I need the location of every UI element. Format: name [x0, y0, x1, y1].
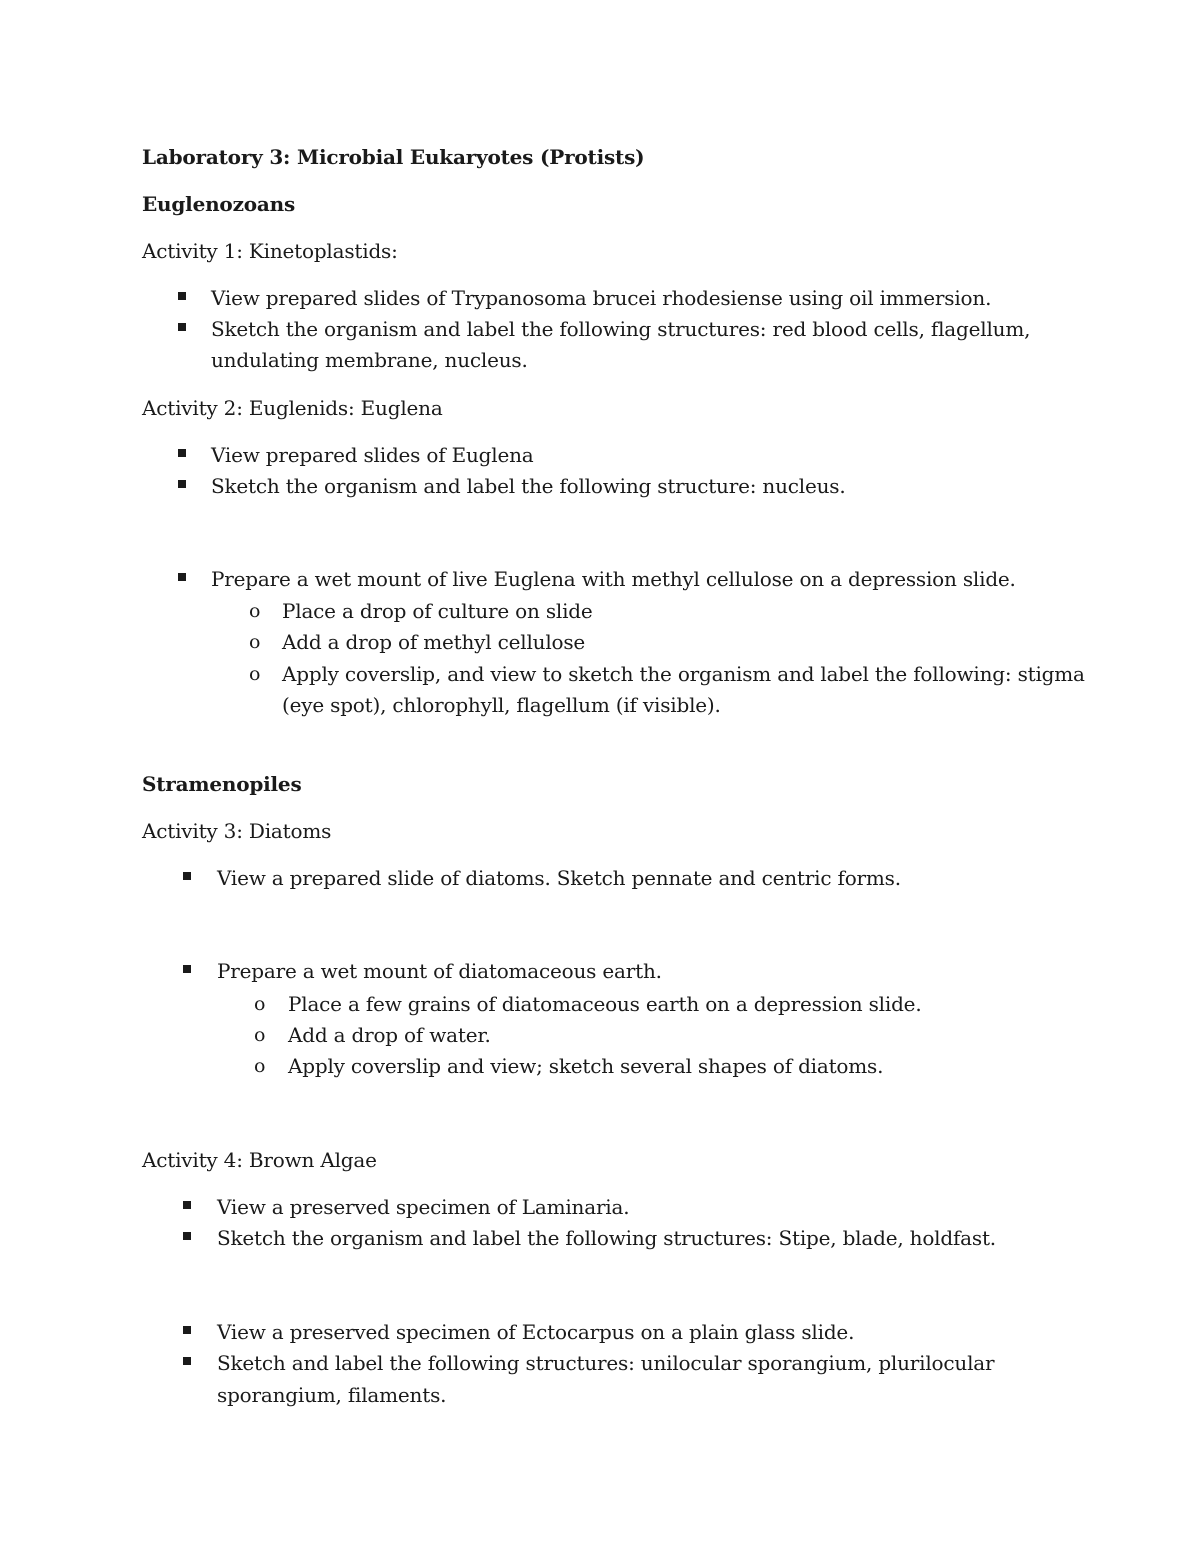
list-item: View a prepared slide of diatoms. Sketch pennate and centric forms. — [217, 866, 901, 890]
bullet-marker — [183, 1326, 191, 1334]
list-item: Prepare a wet mount of diatomaceous earth. — [217, 959, 662, 983]
list-item: Sketch the organism and label the following structures: Stipe, blade, holdfast. — [217, 1226, 996, 1250]
page-title: Laboratory 3: Microbial Eukaryotes (Protists) — [142, 145, 645, 169]
bullet-marker — [178, 480, 186, 488]
list-item: View a preserved specimen of Laminaria. — [217, 1195, 630, 1219]
activity-3-title: Activity 3: Diatoms — [142, 819, 332, 843]
list-item: Sketch the organism and label the following structure: nucleus. — [211, 474, 846, 498]
activity-2-title: Activity 2: Euglenids: Euglena — [142, 396, 443, 420]
sub-bullet-marker: o — [254, 1024, 266, 1046]
sub-list-item: Place a drop of culture on slide — [282, 599, 593, 623]
sub-list-item-continuation: (eye spot), chlorophyll, flagellum (if visible). — [282, 693, 721, 717]
list-item-continuation: sporangium, filaments. — [217, 1383, 447, 1407]
bullet-marker — [183, 872, 191, 880]
sub-bullet-marker: o — [254, 1055, 266, 1077]
bullet-marker — [183, 1232, 191, 1240]
sub-bullet-marker: o — [249, 663, 261, 685]
list-item: Prepare a wet mount of live Euglena with methyl cellulose on a depression slide. — [211, 567, 1016, 591]
list-item-continuation: undulating membrane, nucleus. — [211, 348, 528, 372]
list-item: View prepared slides of Trypanosoma brucei rhodesiense using oil immersion. — [211, 286, 992, 310]
bullet-marker — [178, 323, 186, 331]
sub-list-item: Add a drop of water. — [288, 1023, 491, 1047]
section-heading-stramenopiles: Stramenopiles — [142, 772, 302, 796]
activity-4-title: Activity 4: Brown Algae — [142, 1148, 377, 1172]
bullet-marker — [183, 1201, 191, 1209]
sub-list-item: Apply coverslip and view; sketch several shapes of diatoms. — [288, 1054, 884, 1078]
list-item: Sketch and label the following structures: unilocular sporangium, plurilocular — [217, 1351, 995, 1375]
bullet-marker — [183, 965, 191, 973]
section-heading-euglenozoans: Euglenozoans — [142, 192, 296, 216]
activity-1-title: Activity 1: Kinetoplastids: — [142, 239, 398, 263]
list-item: View a preserved specimen of Ectocarpus on a plain glass slide. — [217, 1320, 855, 1344]
sub-bullet-marker: o — [249, 631, 261, 653]
list-item: View prepared slides of Euglena — [211, 443, 534, 467]
bullet-marker — [178, 449, 186, 457]
sub-list-item: Apply coverslip, and view to sketch the organism and label the following: stigma — [282, 662, 1085, 686]
bullet-marker — [183, 1357, 191, 1365]
sub-bullet-marker: o — [249, 600, 261, 622]
list-item: Sketch the organism and label the following structures: red blood cells, flagellum, — [211, 317, 1031, 341]
bullet-marker — [178, 573, 186, 581]
sub-list-item: Add a drop of methyl cellulose — [282, 630, 586, 654]
sub-bullet-marker: o — [254, 993, 266, 1015]
sub-list-item: Place a few grains of diatomaceous earth on a depression slide. — [288, 992, 922, 1016]
bullet-marker — [178, 292, 186, 300]
